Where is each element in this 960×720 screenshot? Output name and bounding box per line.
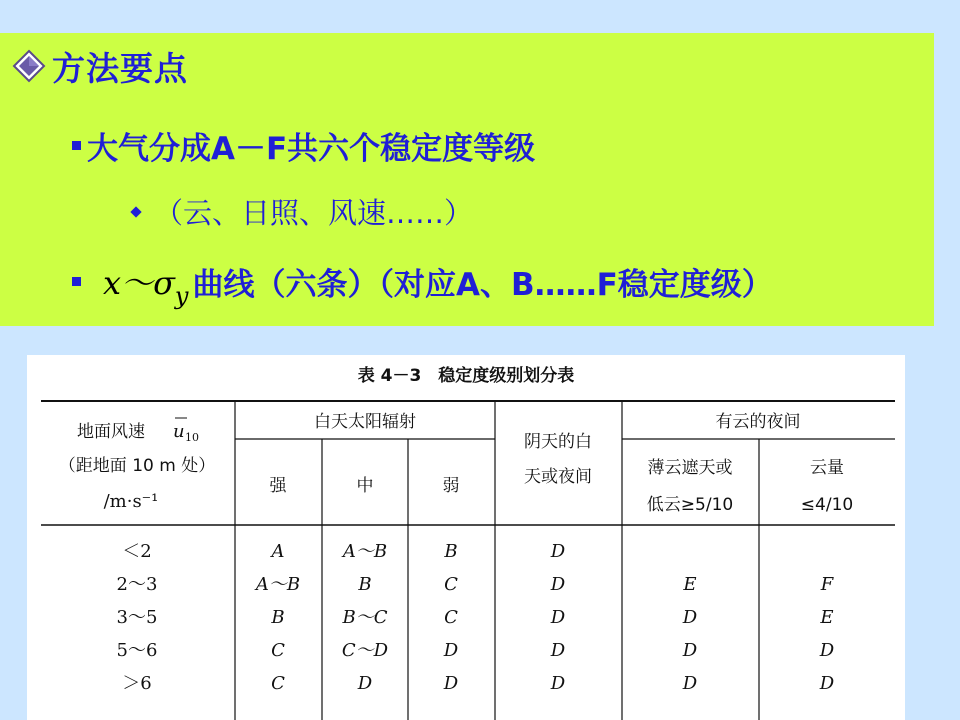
table-cell-cloud: D [819,640,835,661]
stability-class-table [27,355,905,720]
bullet-text: 大气分成A－F共六个稳定度等级 [87,131,536,167]
col-weak-header: 弱 [442,476,460,496]
table-cell-medium: D [357,673,373,694]
formula-x-sigma-y: $x\sim\sigma_y$ [103,264,189,310]
col-medium-header: 中 [356,476,374,496]
bullet-text: 曲线（六条）（对应A、B……F稳定度级） [192,266,773,303]
table-cell-medium: B [358,574,372,595]
table-cell-strong: C [271,640,285,661]
diamond-bullet-icon [130,206,141,217]
table-cell-weak: D [443,673,459,694]
col-strong-header: 强 [269,476,287,496]
table-cell-wind: ＜2 [122,541,152,562]
table-cell-strong: C [271,673,285,694]
table-row [117,607,834,628]
table-cell-overcast: D [550,574,566,595]
square-bullet-icon [72,141,81,150]
wind-header-var: u [173,421,185,442]
table-caption: 表 4－3 稳定度级别划分表 [357,366,575,386]
overcast-header-line2: 天或夜间 [524,467,592,487]
table-cell-cloud: E [820,607,834,628]
table-cell-overcast: D [550,673,566,694]
heading-row [12,46,188,86]
table-cell-thin: D [682,640,698,661]
table-cell-weak: B [444,541,458,562]
diamond-icon [12,49,46,83]
table-cell-strong: A～B [255,574,301,595]
table-cell-wind: 3～5 [116,607,158,628]
table-cell-thin: D [682,673,698,694]
cloud-amount-header-line1: 云量 [810,458,844,478]
thin-cloud-header-line1: 薄云遮天或 [647,458,733,478]
table-cell-weak: C [444,574,458,595]
table-row [122,541,566,562]
bullet-text: （云、日照、风速……） [154,196,474,230]
table-cell-wind: ＞6 [122,673,152,694]
table-cell-weak: D [443,640,459,661]
bullet-factors [132,191,473,232]
table-cell-overcast: D [550,607,566,628]
table-body [117,541,835,694]
solar-radiation-header: 白天太阳辐射 [314,412,416,432]
table-row [117,574,835,595]
cloud-amount-header-line2: ≤4/10 [800,495,854,515]
table-cell-strong: B [271,607,285,628]
bullet-curves [72,258,773,310]
table-cell-cloud: F [820,574,834,595]
table-cell-thin: E [683,574,697,595]
wind-header-sub: 10 [185,431,199,444]
table-row [122,673,835,694]
table-cell-thin: D [682,607,698,628]
wind-header-line3: /m·s⁻¹ [103,491,159,512]
table-cell-medium: A～B [342,541,388,562]
table-cell-strong: A [271,541,285,562]
table-cell-weak: C [444,607,458,628]
page-title: 方法要点 [52,48,188,88]
square-bullet-icon [72,277,81,286]
table-cell-cloud: D [819,673,835,694]
table-cell-overcast: D [550,640,566,661]
table-cell-overcast: D [550,541,566,562]
wind-header-line1: 地面风速 [77,422,145,442]
table-cell-wind: 5～6 [116,640,158,661]
table-cell-medium: C～D [341,640,389,661]
table-cell-wind: 2～3 [116,574,158,595]
bullet-stability-classes [72,123,535,168]
thin-cloud-header-line2: 低云≥5/10 [646,495,734,515]
table-figure [27,355,905,720]
wind-header-line2: （距地面 10 m 处） [58,456,216,476]
cloudy-night-header: 有云的夜间 [715,412,801,432]
overcast-header-line1: 阴天的白 [524,432,592,452]
table-cell-medium: B～C [342,607,388,628]
table-row [117,640,835,661]
